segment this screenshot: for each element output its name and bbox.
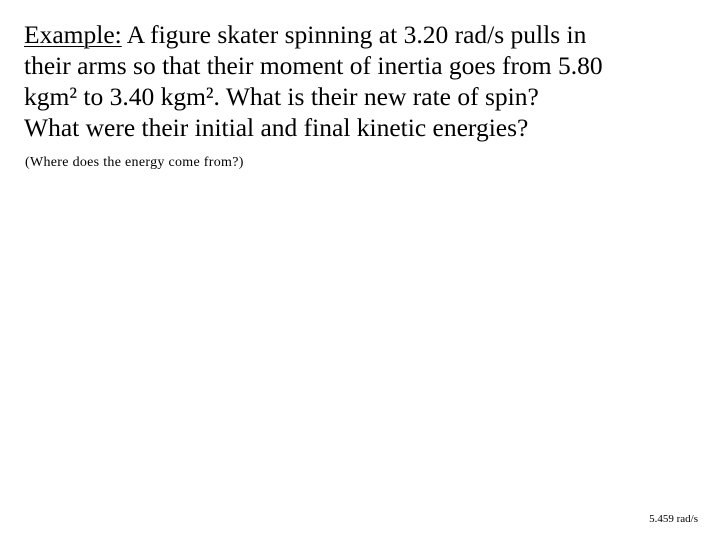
question-line-1: A figure skater spinning at 3.20 rad/s pulls in (126, 20, 587, 49)
question-line-4: What were their initial and final kinetic energies? (24, 113, 529, 142)
question-line-3: kgm² to 3.40 kgm². What is their new rate of spin? (24, 82, 539, 111)
question-text (24, 19, 704, 143)
answer-text: 5.459 rad/s (649, 513, 698, 525)
example-label: Example: (24, 20, 122, 49)
energy-hint: (Where does the energy come from?) (25, 155, 244, 170)
question-line-2: their arms so that their moment of inertia goes from 5.80 (24, 51, 603, 80)
